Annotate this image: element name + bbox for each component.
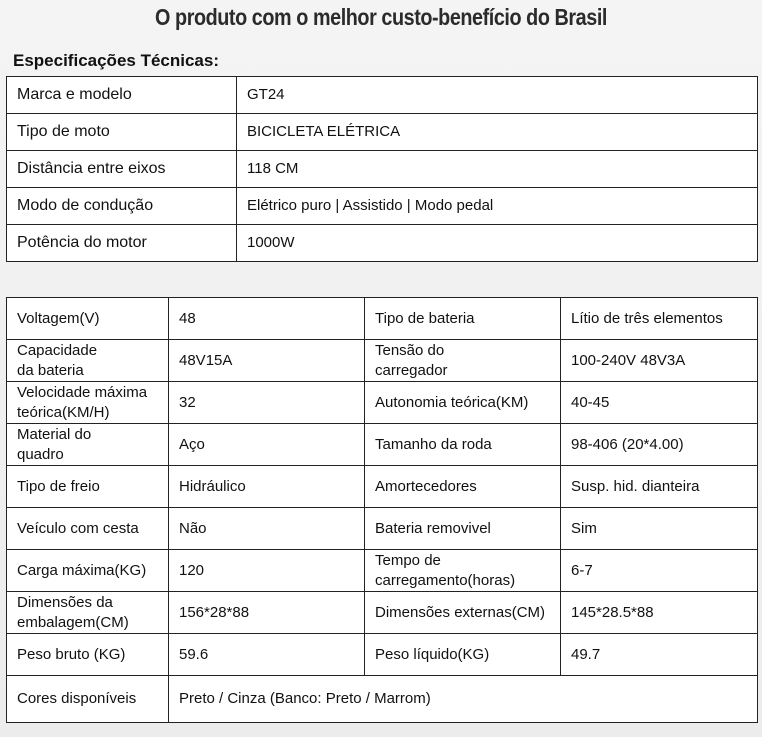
spec-value: 40-45 <box>561 382 758 424</box>
detail-spec-row <box>7 466 758 508</box>
detail-spec-row <box>7 424 758 466</box>
spec-value: Susp. hid. dianteira <box>561 466 758 508</box>
spec-value: 6-7 <box>561 550 758 592</box>
spec-value: 120 <box>169 550 365 592</box>
spec-value: Lítio de três elementos <box>561 298 758 340</box>
spec-value: 156*28*88 <box>169 592 365 634</box>
spec-label: Carga máxima(KG) <box>7 550 169 592</box>
detail-spec-row <box>7 340 758 382</box>
spec-value: 48V15A <box>169 340 365 382</box>
spec-value: 32 <box>169 382 365 424</box>
spec-label: Tamanho da roda <box>365 424 561 466</box>
spec-value: 49.7 <box>561 634 758 676</box>
detail-spec-row <box>7 382 758 424</box>
spec-label: Tipo de bateria <box>365 298 561 340</box>
spec-value: 145*28.5*88 <box>561 592 758 634</box>
spec-label: Tensão do carregador <box>365 340 561 382</box>
detail-specs-table <box>6 297 758 723</box>
spec-value: 48 <box>169 298 365 340</box>
spec-label: Capacidade da bateria <box>7 340 169 382</box>
detail-spec-row <box>7 298 758 340</box>
spec-label: Peso bruto (KG) <box>7 634 169 676</box>
spec-label: Amortecedores <box>365 466 561 508</box>
spec-value: 1000W <box>237 225 758 262</box>
spec-label: Veículo com cesta <box>7 508 169 550</box>
basic-spec-row <box>7 114 758 151</box>
basic-specs-table <box>6 76 758 262</box>
detail-spec-row <box>7 550 758 592</box>
section-subtitle: Especificações Técnicas: <box>13 51 220 70</box>
spec-value: 98-406 (20*4.00) <box>561 424 758 466</box>
basic-spec-row <box>7 188 758 225</box>
spec-label: Tipo de freio <box>7 466 169 508</box>
spec-label: Voltagem(V) <box>7 298 169 340</box>
spec-value: Sim <box>561 508 758 550</box>
spec-value: 100-240V 48V3A <box>561 340 758 382</box>
detail-spec-row <box>7 508 758 550</box>
spec-label: Material do quadro <box>7 424 169 466</box>
basic-spec-row <box>7 151 758 188</box>
spec-value: BICICLETA ELÉTRICA <box>237 114 758 151</box>
spec-label: Distância entre eixos <box>7 151 237 188</box>
spec-label: Marca e modelo <box>7 77 237 114</box>
basic-spec-row <box>7 225 758 262</box>
spec-label: Modo de condução <box>7 188 237 225</box>
spec-label: Velocidade máxima teórica(KM/H) <box>7 382 169 424</box>
spec-value: Hidráulico <box>169 466 365 508</box>
spec-value: Preto / Cinza (Banco: Preto / Marrom) <box>169 676 758 723</box>
spec-label: Tempo de carregamento(horas) <box>365 550 561 592</box>
spec-value: Não <box>169 508 365 550</box>
spec-value: Aço <box>169 424 365 466</box>
detail-spec-row <box>7 592 758 634</box>
spec-label: Cores disponíveis <box>7 676 169 723</box>
detail-spec-row <box>7 634 758 676</box>
spec-value: 59.6 <box>169 634 365 676</box>
spec-label: Bateria removivel <box>365 508 561 550</box>
page-title: O produto com o melhor custo-benefício do Brasil <box>155 4 607 30</box>
spec-label: Peso líquido(KG) <box>365 634 561 676</box>
spec-label: Potência do motor <box>7 225 237 262</box>
spec-label: Autonomia teórica(KM) <box>365 382 561 424</box>
basic-spec-row <box>7 77 758 114</box>
spec-value: 118 CM <box>237 151 758 188</box>
spec-value: Elétrico puro | Assistido | Modo pedal <box>237 188 758 225</box>
spec-label: Tipo de moto <box>7 114 237 151</box>
spec-label: Dimensões da embalagem(CM) <box>7 592 169 634</box>
spec-label: Dimensões externas(CM) <box>365 592 561 634</box>
colors-row <box>7 676 758 723</box>
spec-value: GT24 <box>237 77 758 114</box>
